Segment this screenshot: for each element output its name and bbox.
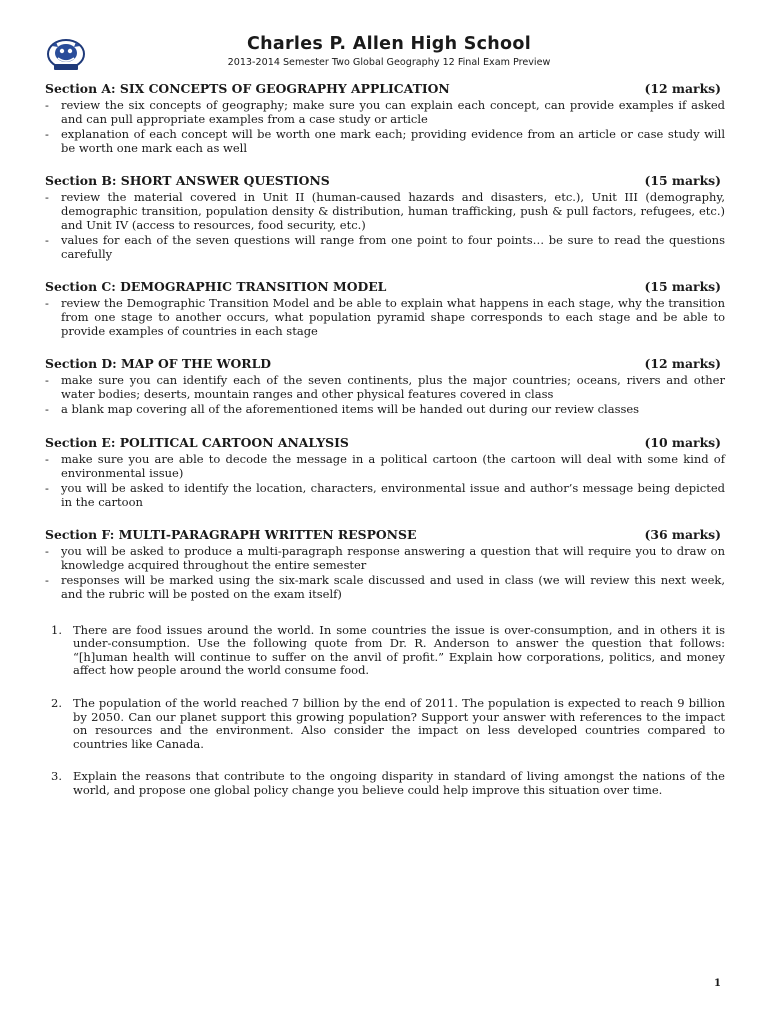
bullet-dash: -	[45, 451, 49, 466]
section-heading: Section A: SIX CONCEPTS OF GEOGRAPHY APPLICATION	[45, 81, 450, 96]
bullet-dash: -	[45, 190, 49, 205]
section-heading-row	[45, 278, 725, 295]
bullet-dash: -	[45, 573, 49, 588]
section-marks: (15 marks)	[644, 279, 721, 295]
exam-section	[45, 355, 725, 417]
document-header	[0, 34, 768, 76]
essay-question-list	[45, 624, 725, 798]
document-title: Charles P. Allen High School	[246, 34, 532, 54]
bullet-dash: -	[45, 373, 49, 388]
section-marks: (12 marks)	[644, 356, 721, 372]
section-heading-row	[45, 172, 725, 189]
bullet-text: you will be asked to identify the location, characters, environmental issue and author’s message being depicted in the cartoon	[61, 481, 725, 509]
bullet-item	[45, 482, 725, 509]
essay-question	[45, 770, 725, 797]
bullet-dash: -	[45, 98, 49, 112]
bullet-text: review the Demographic Transition Model and be able to explain what happens in each stage, why the transition from one stage to another occurs, what population pyramid shape corresponds to each stage and be able to provide examples of countries in each stage	[61, 296, 725, 338]
bullet-item	[45, 234, 725, 261]
bullet-dash: -	[45, 544, 49, 559]
bullet-text: you will be asked to produce a multi-paragraph response answering a question that will require you to draw on knowledge acquired throughout the entire semester	[61, 544, 725, 572]
question-text: The population of the world reached 7 billion by the end of 2011. The population is expected to reach 9 billion by 2050. Can our planet support this growing population? Support your answer with references to the impact on resources and the environment. Also consider the impact on less developed countries compared to countries like Canada.	[73, 696, 725, 751]
section-heading-row	[45, 355, 725, 372]
bullet-dash: -	[45, 296, 49, 311]
bullet-text: explanation of each concept will be worth one mark each; providing evidence from an article or case study will be worth one mark each as well	[61, 127, 725, 155]
bullet-text: review the six concepts of geography; make sure you can explain each concept, can provide examples if asked and can pull appropriate examples from a case study or article	[61, 98, 725, 126]
bullet-item	[45, 99, 725, 126]
section-heading-row	[45, 434, 725, 451]
section-heading: Section E: POLITICAL CARTOON ANALYSIS	[45, 434, 349, 450]
document-body	[45, 80, 725, 817]
section-marks: (10 marks)	[644, 434, 721, 450]
document-subtitle: 2013-2014 Semester Two Global Geography 12 Final Exam Preview	[227, 57, 551, 68]
section-heading: Section D: MAP OF THE WORLD	[45, 356, 272, 372]
section-bullet-list	[45, 99, 725, 155]
section-marks: (15 marks)	[644, 173, 721, 189]
exam-section	[45, 526, 725, 601]
section-heading: Section B: SHORT ANSWER QUESTIONS	[45, 173, 330, 189]
essay-question	[45, 624, 725, 678]
question-number: 2.	[51, 696, 62, 711]
bullet-item	[45, 453, 725, 480]
bullet-item	[45, 374, 725, 401]
section-heading-row	[45, 80, 725, 97]
section-heading-row	[45, 526, 725, 543]
bullet-dash: -	[45, 481, 49, 496]
bullet-item	[45, 545, 725, 572]
bullet-text: make sure you can identify each of the seven continents, plus the major countries; oceans, rivers and other water bodies; deserts, mountain ranges and other physical features covered in class	[61, 373, 725, 401]
section-bullet-list	[45, 453, 725, 509]
bullet-item	[45, 574, 725, 601]
bullet-item	[45, 191, 725, 232]
question-text: Explain the reasons that contribute to the ongoing disparity in standard of living amongst the nations of the world, and propose one global policy change you believe could help improve this situation over time.	[73, 769, 725, 797]
exam-section	[45, 434, 725, 509]
section-marks: (12 marks)	[644, 81, 721, 96]
bullet-dash: -	[45, 127, 49, 142]
bullet-item	[45, 297, 725, 338]
exam-section	[45, 80, 725, 155]
bullet-dash: -	[45, 402, 49, 417]
exam-section	[45, 278, 725, 338]
essay-question	[45, 697, 725, 751]
bullet-text: responses will be marked using the six-mark scale discussed and used in class (we will review this next week, and the rubric will be posted on the exam itself)	[61, 573, 725, 602]
bullet-text: values for each of the seven questions will range from one point to four points… be sure to read the questions carefully	[61, 233, 725, 261]
bullet-text: review the material covered in Unit II (human-caused hazards and disasters, etc.), Unit III (demography, demographic transition, population density & distribution, human trafficking, push & pull factors, refugees, etc.) and Unit IV (access to resources, food security, etc.)	[61, 190, 725, 232]
section-bullet-list	[45, 297, 725, 338]
page-number: 1	[714, 978, 721, 989]
question-text: There are food issues around the world. In some countries the issue is over-consumption, and in others it is under-consumption. Use the following quote from Dr. R. Anderson to answer the question that follows: “[h]uman health will continue to suffer on the anvil of profit.” Explain how corporations, politics, and money affect how people around the world consume food.	[73, 622, 725, 678]
bullet-text: make sure you are able to decode the message in a political cartoon (the cartoon will deal with some kind of environmental issue)	[61, 451, 725, 480]
exam-section	[45, 172, 725, 261]
bullet-item	[45, 403, 725, 417]
section-bullet-list	[45, 374, 725, 417]
bullet-item	[45, 128, 725, 155]
question-number: 1.	[51, 622, 62, 637]
section-bullet-list	[45, 545, 725, 601]
section-heading: Section F: MULTI-PARAGRAPH WRITTEN RESPONSE	[45, 527, 417, 543]
section-bullet-list	[45, 191, 725, 261]
question-number: 3.	[51, 769, 62, 784]
section-heading: Section C: DEMOGRAPHIC TRANSITION MODEL	[45, 279, 387, 295]
section-marks: (36 marks)	[644, 527, 721, 543]
bullet-text: a blank map covering all of the aforementioned items will be handed out during our review classes	[61, 402, 640, 417]
bullet-dash: -	[45, 233, 49, 248]
